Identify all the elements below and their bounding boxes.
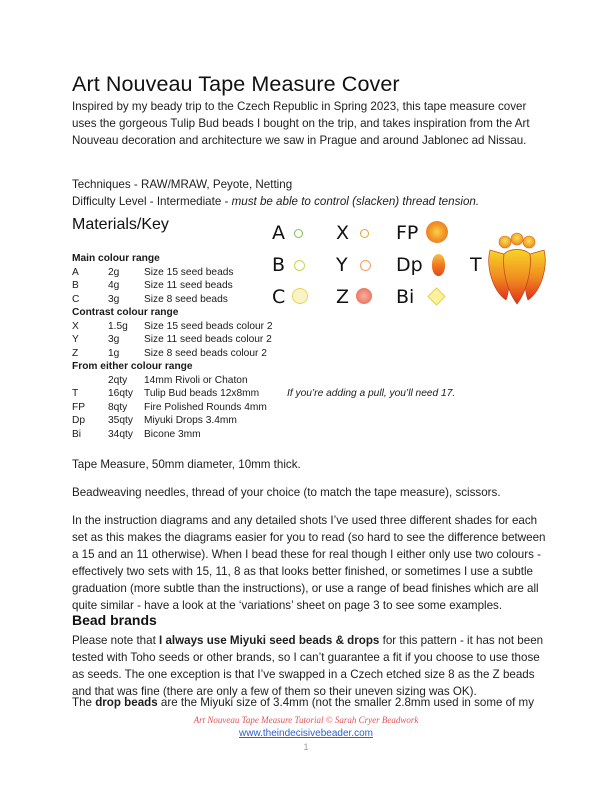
drop-beads-paragraph: The drop beads are the Miyuki size of 3.4mm (not the smaller 2.8mm used in some of my: [72, 696, 534, 709]
bead-c-icon: [292, 288, 308, 304]
material-row: Bi 34qty Bicone 3mm: [72, 428, 201, 440]
pull-note: If you’re adding a pull, you’ll need 17.: [287, 388, 456, 399]
bead-z-icon: [356, 288, 372, 304]
bead-fp-icon: [426, 221, 448, 243]
key-label-b: B: [272, 254, 286, 276]
key-label-x: X: [336, 222, 350, 244]
material-row: Y 3g Size 11 seed beads colour 2: [72, 334, 272, 345]
tools-note: Beadweaving needles, thread of your choice (to match the tape measure), scissors.: [72, 486, 501, 499]
key-label-y: Y: [336, 254, 348, 276]
material-row: 2qty 14mm Rivoli or Chaton: [108, 374, 248, 386]
brands-emphasis: I always use Miyuki seed beads & drops: [159, 634, 380, 647]
footer-title: Art Nouveau Tape Measure Tutorial © Sarah Cryer Beadwork: [193, 715, 419, 725]
key-label-dp: Dp: [396, 254, 423, 276]
contrast-range-heading: Contrast colour range: [72, 307, 179, 318]
drop-emphasis: drop beads: [95, 696, 158, 709]
material-row: X 1.5g Size 15 seed beads colour 2: [72, 320, 273, 332]
key-label-a: A: [272, 222, 285, 244]
page-number: 1: [303, 742, 309, 752]
bead-brands-heading: Bead brands: [72, 612, 157, 628]
either-range-heading: From either colour range: [72, 361, 193, 372]
tulip-bud-icon: [484, 232, 550, 306]
bead-bi-icon: [427, 287, 445, 305]
material-row: T 16qty Tulip Bud beads 12x8mm If you’re adding a pull, you’ll need 17.: [72, 388, 456, 399]
key-label-t: T: [470, 254, 482, 276]
main-range-heading: Main colour range: [72, 253, 160, 264]
bead-b-icon: [294, 260, 305, 271]
key-label-bi: Bi: [396, 286, 415, 308]
tape-measure-note: Tape Measure, 50mm diameter, 10mm thick.: [72, 458, 301, 471]
bead-a-icon: [294, 229, 303, 238]
material-row: Z 1g Size 8 seed beads colour 2: [72, 347, 267, 359]
intro-paragraph: Inspired by my beady trip to the Czech Republic in Spring 2023, this tape measure cover uses the gorgeous Tulip Bud beads I bought on the trip, and takes inspiration from the Art Nouveau decoration and architecture we saw in Prague and around Jablonec ad Nissau.: [72, 100, 530, 147]
material-row: A 2g Size 15 seed beads: [72, 266, 234, 278]
bead-dp-icon: [432, 254, 445, 276]
bead-x-icon: [360, 229, 369, 238]
key-label-z: Z: [336, 286, 350, 308]
material-row: B 4g Size 11 seed beads: [72, 280, 233, 291]
bead-y-icon: [360, 260, 371, 271]
material-row: Dp 35qty Miyuki Drops 3.4mm: [72, 415, 237, 426]
techniques-paragraph: [72, 176, 552, 210]
techniques-text: Techniques - RAW/MRAW, Peyote, Netting: [72, 178, 293, 191]
materials-heading: Materials/Key: [72, 216, 169, 233]
key-label-fp: FP: [396, 222, 419, 244]
difficulty-text: Difficulty Level - Intermediate -: [72, 195, 232, 208]
bead-key: [272, 220, 592, 320]
difficulty-note: must be able to control (slacken) thread tension.: [231, 195, 480, 208]
instructions-paragraph: In the instruction diagrams and any detailed shots I’ve used three different shades for each set as this makes the diagrams easier for you to read (so hard to see the difference between a 15 and an 11 otherwise). When I bead these for real though I either only use two colours - effectively two sets with 15, 11, 8 as that looks better finished, or sometimes I use a subtle graduation (more subtle than the instructions), or use a range of bead finishes which are all quite similar - have a look at the ‘variations’ sheet on page 3 to see some examples.: [72, 514, 546, 612]
material-row: C 3g Size 8 seed beads: [72, 293, 228, 305]
material-row: FP 8qty Fire Polished Rounds 4mm: [72, 401, 267, 413]
footer-website-link[interactable]: www.theindecisivebeader.com: [239, 728, 373, 739]
key-label-c: C: [272, 286, 286, 308]
page-title: Art Nouveau Tape Measure Cover: [72, 72, 400, 96]
bead-brands-paragraph: Please note that I always use Miyuki seed beads & drops for this pattern - it has not been tested with Toho seeds or other brands, so I can’t guarantee a fit if you choose to use those as seeds. The one exception is that I’ve swapped in a Czech etched size 8 as the Z beads and that was fine (there are only a few of them so their uneven sizing was OK).: [72, 634, 544, 698]
